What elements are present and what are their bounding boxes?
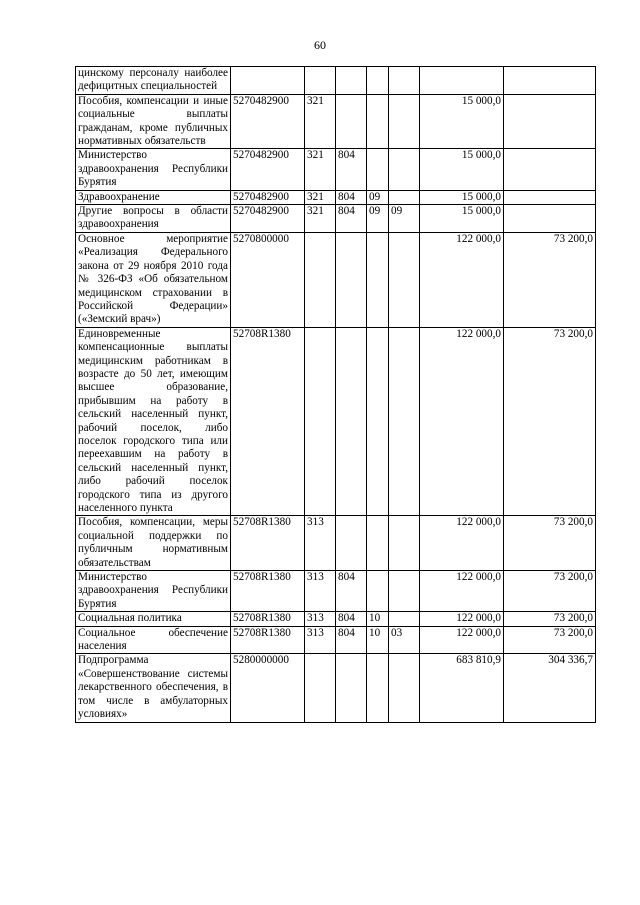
rz-code: 09 bbox=[367, 190, 389, 204]
gr-code: 804 bbox=[336, 205, 367, 233]
table-row bbox=[76, 571, 596, 612]
gr-code bbox=[336, 654, 367, 722]
rz-code bbox=[367, 654, 389, 722]
rz-code bbox=[367, 232, 389, 327]
rz-code: 10 bbox=[367, 612, 389, 626]
csr-code: 5280000000 bbox=[231, 654, 305, 722]
amount-2: 73 200,0 bbox=[504, 626, 596, 654]
vr-code bbox=[305, 327, 336, 516]
amount-2: 73 200,0 bbox=[504, 612, 596, 626]
vr-code: 321 bbox=[305, 190, 336, 204]
table-body bbox=[76, 67, 596, 723]
csr-code: 5270800000 bbox=[231, 232, 305, 327]
pr-code bbox=[389, 149, 420, 190]
gr-code bbox=[336, 67, 367, 95]
vr-code bbox=[305, 232, 336, 327]
amount-1: 122 000,0 bbox=[420, 626, 504, 654]
pr-code bbox=[389, 232, 420, 327]
rz-code: 09 bbox=[367, 205, 389, 233]
row-name: Социальная политика bbox=[76, 612, 231, 626]
table-row bbox=[76, 612, 596, 626]
csr-code: 5270482900 bbox=[231, 205, 305, 233]
amount-2 bbox=[504, 190, 596, 204]
rz-code bbox=[367, 327, 389, 516]
row-name: Другие вопросы в области здравоохранения bbox=[76, 205, 231, 233]
amount-2 bbox=[504, 67, 596, 95]
table-row bbox=[76, 327, 596, 516]
table-row bbox=[76, 94, 596, 149]
row-name: Пособия, компенсации и иные социальные выплаты гражданам, кроме публичных нормативных обязательств bbox=[76, 94, 231, 149]
pr-code bbox=[389, 67, 420, 95]
amount-2 bbox=[504, 205, 596, 233]
table-row bbox=[76, 67, 596, 95]
pr-code bbox=[389, 612, 420, 626]
amount-1: 122 000,0 bbox=[420, 327, 504, 516]
table-row bbox=[76, 626, 596, 654]
gr-code bbox=[336, 94, 367, 149]
pr-code bbox=[389, 327, 420, 516]
row-name: Социальное обеспечение населения bbox=[76, 626, 231, 654]
row-name: Пособия, компенсации, меры социальной поддержки по публичным нормативным обязательствам bbox=[76, 516, 231, 571]
csr-code: 5270482900 bbox=[231, 149, 305, 190]
pr-code bbox=[389, 516, 420, 571]
amount-1: 122 000,0 bbox=[420, 571, 504, 612]
rz-code bbox=[367, 571, 389, 612]
table-row bbox=[76, 205, 596, 233]
budget-table bbox=[75, 66, 596, 723]
amount-1: 122 000,0 bbox=[420, 516, 504, 571]
gr-code: 804 bbox=[336, 571, 367, 612]
amount-1: 15 000,0 bbox=[420, 190, 504, 204]
row-name: Подпрограмма «Совершенствование системы лекарственного обеспечения, в том числе в амбулаторных условиях» bbox=[76, 654, 231, 722]
csr-code: 52708R1380 bbox=[231, 327, 305, 516]
gr-code bbox=[336, 516, 367, 571]
row-name: Министерство здравоохранения Республики Бурятия bbox=[76, 571, 231, 612]
csr-code: 5270482900 bbox=[231, 190, 305, 204]
amount-2: 73 200,0 bbox=[504, 516, 596, 571]
table-row bbox=[76, 654, 596, 722]
vr-code bbox=[305, 654, 336, 722]
vr-code: 321 bbox=[305, 94, 336, 149]
row-name: Здравоохранение bbox=[76, 190, 231, 204]
amount-1: 15 000,0 bbox=[420, 205, 504, 233]
amount-2: 73 200,0 bbox=[504, 327, 596, 516]
amount-1: 122 000,0 bbox=[420, 612, 504, 626]
table-row bbox=[76, 149, 596, 190]
vr-code: 321 bbox=[305, 205, 336, 233]
table-row bbox=[76, 190, 596, 204]
csr-code: 52708R1380 bbox=[231, 612, 305, 626]
gr-code: 804 bbox=[336, 626, 367, 654]
row-name: Основное мероприятие «Реализация Федерального закона от 29 ноября 2010 года № 326-ФЗ «Об обязательном медицинском страховании в Российской Федерации» («Земский врач») bbox=[76, 232, 231, 327]
table-row bbox=[76, 516, 596, 571]
rz-code bbox=[367, 67, 389, 95]
gr-code bbox=[336, 232, 367, 327]
amount-2: 73 200,0 bbox=[504, 571, 596, 612]
csr-code: 52708R1380 bbox=[231, 516, 305, 571]
amount-1: 15 000,0 bbox=[420, 149, 504, 190]
csr-code: 5270482900 bbox=[231, 94, 305, 149]
page-number: 60 bbox=[314, 38, 326, 52]
gr-code bbox=[336, 327, 367, 516]
vr-code: 313 bbox=[305, 571, 336, 612]
amount-1: 683 810,9 bbox=[420, 654, 504, 722]
rz-code: 10 bbox=[367, 626, 389, 654]
csr-code: 52708R1380 bbox=[231, 626, 305, 654]
vr-code: 313 bbox=[305, 612, 336, 626]
amount-2: 304 336,7 bbox=[504, 654, 596, 722]
pr-code bbox=[389, 654, 420, 722]
row-name: Министерство здравоохранения Республики Бурятия bbox=[76, 149, 231, 190]
csr-code bbox=[231, 67, 305, 95]
gr-code: 804 bbox=[336, 612, 367, 626]
row-name: цинскому персоналу наиболее дефицитных специальностей bbox=[76, 67, 231, 95]
rz-code bbox=[367, 94, 389, 149]
pr-code: 09 bbox=[389, 205, 420, 233]
rz-code bbox=[367, 149, 389, 190]
csr-code: 52708R1380 bbox=[231, 571, 305, 612]
amount-1: 122 000,0 bbox=[420, 232, 504, 327]
vr-code: 313 bbox=[305, 516, 336, 571]
pr-code bbox=[389, 190, 420, 204]
pr-code bbox=[389, 94, 420, 149]
pr-code bbox=[389, 571, 420, 612]
row-name: Единовременные компенсационные выплаты медицинским работникам в возрасте до 50 лет, имеющим высшее образование, прибывшим на работу в сельский населенный пункт, рабочий поселок, либо поселок городского типа или переехавшим на работу в сельский населенный пункт, либо рабочий поселок городского типа из другого населенного пункта bbox=[76, 327, 231, 516]
gr-code: 804 bbox=[336, 190, 367, 204]
amount-1: 15 000,0 bbox=[420, 94, 504, 149]
vr-code: 313 bbox=[305, 626, 336, 654]
rz-code bbox=[367, 516, 389, 571]
table-row bbox=[76, 232, 596, 327]
gr-code: 804 bbox=[336, 149, 367, 190]
vr-code bbox=[305, 67, 336, 95]
amount-1 bbox=[420, 67, 504, 95]
amount-2 bbox=[504, 94, 596, 149]
pr-code: 03 bbox=[389, 626, 420, 654]
amount-2: 73 200,0 bbox=[504, 232, 596, 327]
amount-2 bbox=[504, 149, 596, 190]
vr-code: 321 bbox=[305, 149, 336, 190]
